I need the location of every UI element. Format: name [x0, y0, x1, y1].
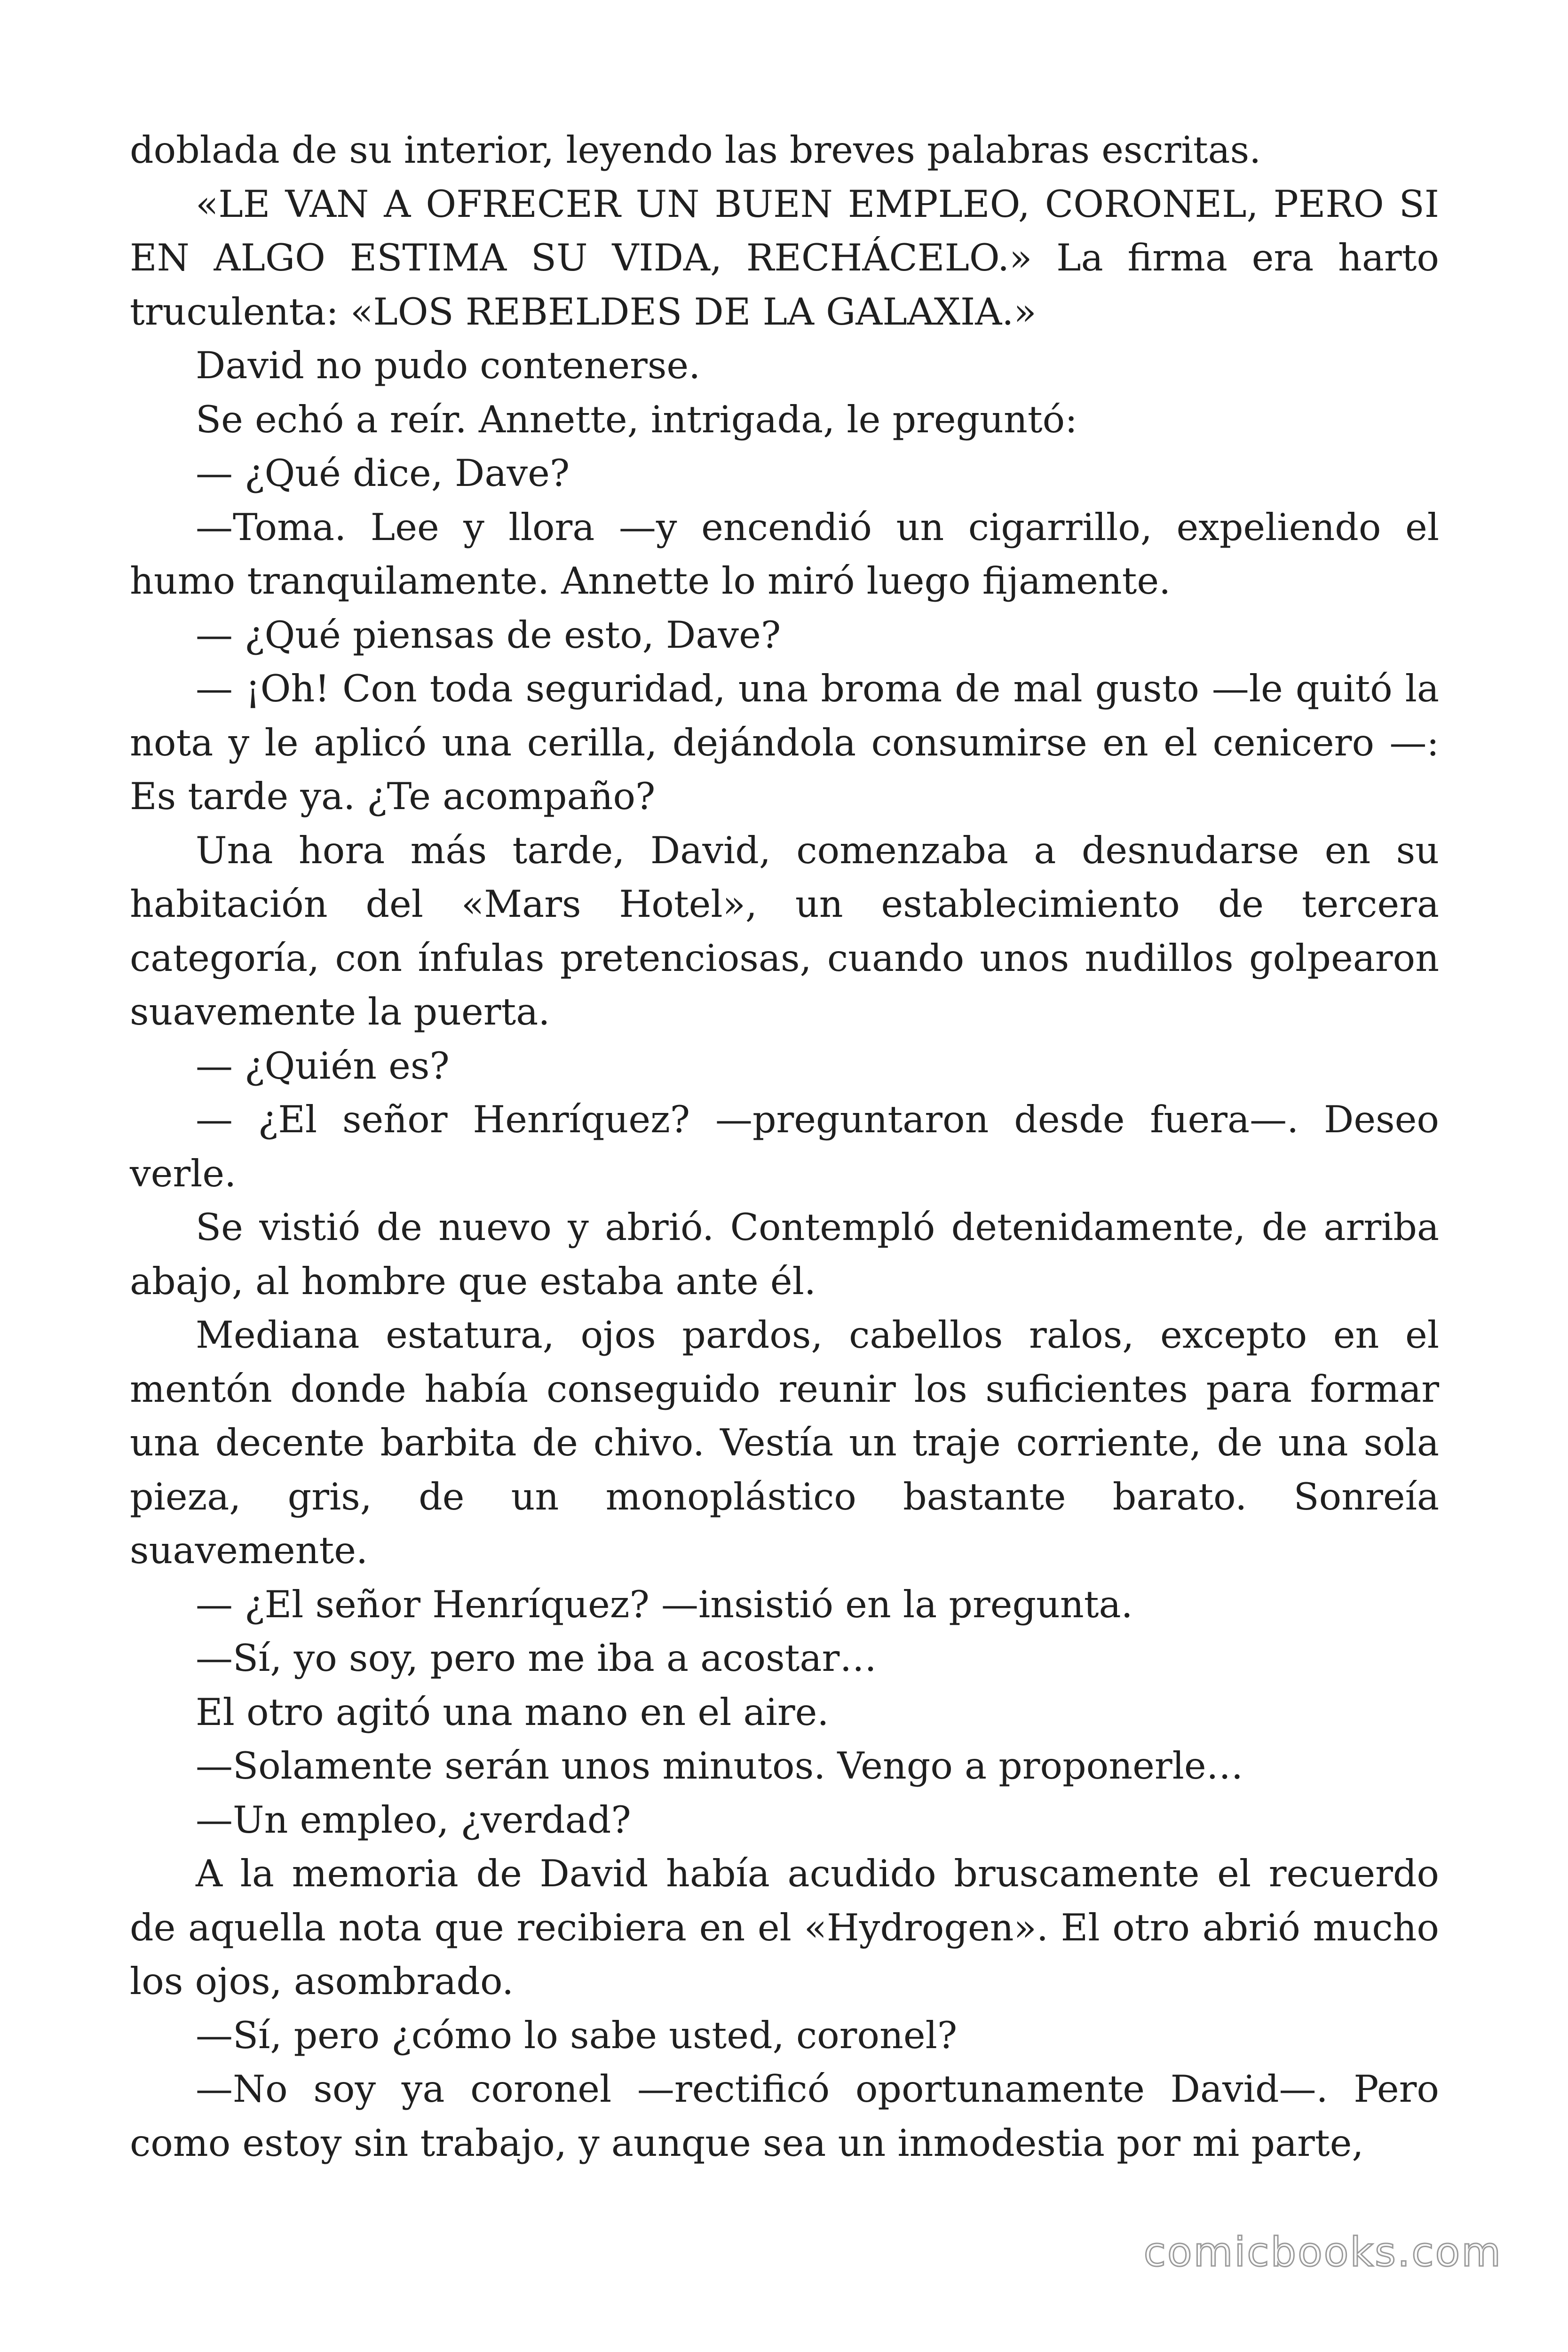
paragraph: — ¿El señor Henríquez? —insistió en la pregunta.: [196, 1582, 1133, 1626]
paragraph: doblada de su interior, leyendo las breves palabras escritas.: [130, 128, 1261, 172]
paragraph: —Solamente serán unos minutos. Vengo a proponerle…: [196, 1744, 1243, 1788]
paragraph: El otro agitó una mano en el aire.: [196, 1690, 829, 1734]
paragraph: —Sí, pero ¿cómo lo sabe usted, coronel?: [196, 2013, 958, 2057]
watermark-text: comicbooks.com: [1143, 2229, 1502, 2276]
paragraph: — ¿Qué dice, Dave?: [196, 452, 570, 495]
paragraph: Mediana estatura, ojos pardos, cabellos ralos, excepto en el mentón donde había conseguido reunir los suficientes para formar una decente barbita de chivo. Vestía un traje corriente, de una sola pieza, gris, de un monoplástico bastante barato. Sonreía suavemente.: [130, 1313, 1439, 1572]
paragraph: A la memoria de David había acudido bruscamente el recuerdo de aquella nota que recibiera en el «Hydrogen». El otro abrió mucho los ojos, asombrado.: [130, 1852, 1439, 2003]
paragraph: —Sí, yo soy, pero me iba a acostar…: [196, 1637, 877, 1680]
paragraph: Una hora más tarde, David, comenzaba a desnudarse en su habitación del «Mars Hotel», un establecimiento de tercera categoría, con ínfulas pretenciosas, cuando unos nudillos golpearon suavemente la puerta.: [130, 828, 1439, 1033]
paragraph: — ¿El señor Henríquez? —preguntaron desde fuera—. Deseo verle.: [130, 1098, 1439, 1195]
paragraph: — ¡Oh! Con toda seguridad, una broma de mal gusto —le quitó la nota y le aplicó una cerilla, dejándola consumirse en el cenicero —: Es tarde ya. ¿Te acompaño?: [130, 667, 1439, 818]
paragraph: —Un empleo, ¿verdad?: [196, 1798, 631, 1842]
paragraph: «LE VAN A OFRECER UN BUEN EMPLEO, CORONEL, PERO SI EN ALGO ESTIMA SU VIDA, RECHÁCELO.» La firma era harto truculenta: «LOS REBELDES DE LA GALAXIA.»: [130, 182, 1439, 334]
paragraph: — ¿Qué piensas de esto, Dave?: [196, 613, 781, 657]
paragraph: — ¿Quién es?: [196, 1044, 450, 1088]
paragraph: —No soy ya coronel —rectificó oportunamente David—. Pero como estoy sin trabajo, y aunque sea un inmodestia por mi parte,: [130, 2067, 1439, 2165]
page-text-body: [130, 123, 1439, 2170]
paragraph: Se vistió de nuevo y abrió. Contempló detenidamente, de arriba abajo, al hombre que estaba ante él.: [130, 1206, 1439, 1303]
paragraph: David no pudo contenerse.: [196, 344, 701, 387]
paragraph: Se echó a reír. Annette, intrigada, le preguntó:: [196, 397, 1077, 441]
paragraph: —Toma. Lee y llora —y encendió un cigarrillo, expeliendo el humo tranquilamente. Annette lo miró luego fijamente.: [130, 505, 1439, 603]
